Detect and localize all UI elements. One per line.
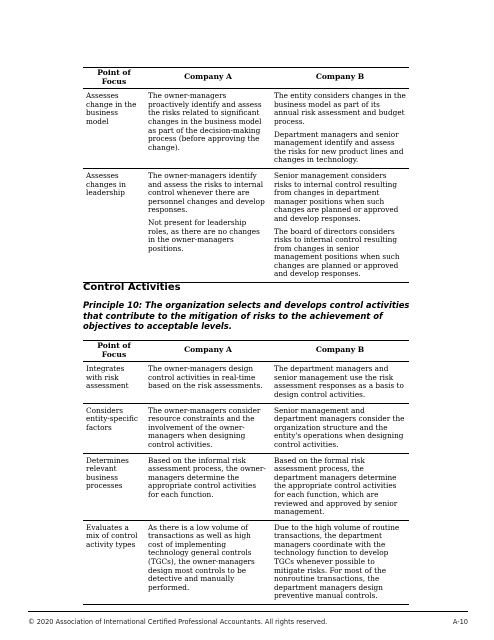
cell-paragraph: Due to the high volume of routine transactions, the department managers coordinate with the technology function to develop TGCs whenever possible to mitigate risks. For most of the nonroutine transactions, the department managers design preventive manual controls. [274, 522, 400, 601]
cell-paragraph: Based on the formal risk assessment process, the department managers determine the appropriate control activities for each function, which are reviewed and approved by senior management. [274, 455, 398, 517]
focus-cell: Assesses changes in leadership [83, 168, 145, 282]
company-b-cell [271, 403, 409, 453]
focus-cell: Considers entity-specific factors [83, 403, 145, 453]
cell-paragraph: The owner-managers design control activities in real-time based on the risk assessments. [148, 364, 263, 391]
cell-paragraph: As there is a low volume of transactions as well as high cost of implementing technology general controls (TGCs), the owner-managers design most controls to be detective and manually performed. [148, 522, 255, 592]
control-activities-table [83, 340, 409, 605]
copyright-notice: © 2020 Association of International Certified Professional Accountants. All rights reserved. [28, 618, 328, 626]
header-company-b: Company B [271, 68, 409, 89]
table-row [83, 362, 409, 403]
risk-assessment-table [83, 67, 409, 283]
table-header-row [83, 68, 409, 89]
company-b-cell [271, 520, 409, 604]
table-row [83, 520, 409, 604]
cell-paragraph: The owner-managers identify and assess the risks to internal control whenever there are personnel changes and develop responses. [148, 170, 265, 215]
focus-cell: Determines relevant business processes [83, 453, 145, 520]
cell-paragraph: Based on the informal risk assessment process, the owner-managers determine the appropriate control activities for each function. [148, 455, 266, 499]
table-row [83, 453, 409, 520]
cell-paragraph: The owner-managers consider resource constraints and the involvement of the owner-managers when designing control activities. [148, 405, 261, 449]
section-title: Control Activities [83, 282, 181, 293]
header-company-b: Company B [271, 341, 409, 362]
company-b-cell [271, 362, 409, 403]
header-point-of-focus: Point of Focus [83, 341, 145, 362]
company-b-cell [271, 168, 409, 282]
company-a-cell [145, 168, 271, 282]
focus-cell: Evaluates a mix of control activity types [83, 520, 145, 604]
focus-cell: Integrates with risk assessment [83, 362, 145, 403]
company-a-cell [145, 520, 271, 604]
table-row [83, 403, 409, 453]
principle-heading: Principle 10: The organization selects and develops control activities that contribute to the mitigation of risks to the achievement of objectives to acceptable levels. [83, 300, 410, 331]
cell-paragraph: Senior management considers risks to internal control resulting from changes in department manager positions when such changes are planned or approved and develop responses. [274, 170, 399, 223]
focus-cell: Assesses change in the business model [83, 89, 145, 169]
cell-paragraph: Senior management and department managers consider the organization structure and the entity's operations when designing control activities. [274, 405, 405, 449]
header-point-of-focus: Point of Focus [83, 68, 145, 89]
company-b-cell [271, 89, 409, 169]
company-a-cell [145, 403, 271, 453]
cell-paragraph: Not present for leadership roles, as there are no changes in the owner-managers positions. [148, 217, 260, 253]
company-a-cell [145, 453, 271, 520]
header-company-a: Company A [145, 341, 271, 362]
company-b-cell [271, 453, 409, 520]
cell-paragraph: The department managers and senior management use the risk assessment responses as a basis to design control activities. [274, 364, 404, 399]
table-row [83, 89, 409, 169]
company-a-cell [145, 362, 271, 403]
cell-paragraph: The owner-managers proactively identify and assess the risks related to significant changes in the business model as part of the decision-making process (before approving the change). [148, 91, 262, 152]
header-company-a: Company A [145, 68, 271, 89]
company-a-cell [145, 89, 271, 169]
footer-divider [28, 611, 468, 612]
cell-paragraph: Department managers and senior management identify and assess the risks for new product lines and changes in technology. [274, 129, 404, 165]
table-row [83, 168, 409, 282]
cell-paragraph: The entity considers changes in the business model as part of its annual risk assessment and budget process. [274, 91, 406, 126]
page-number: A-10 [452, 618, 468, 626]
table-header-row [83, 341, 409, 362]
cell-paragraph: The board of directors considers risks to internal control resulting from changes in senior management positions when such changes are planned or approved and develop responses. [274, 226, 400, 279]
